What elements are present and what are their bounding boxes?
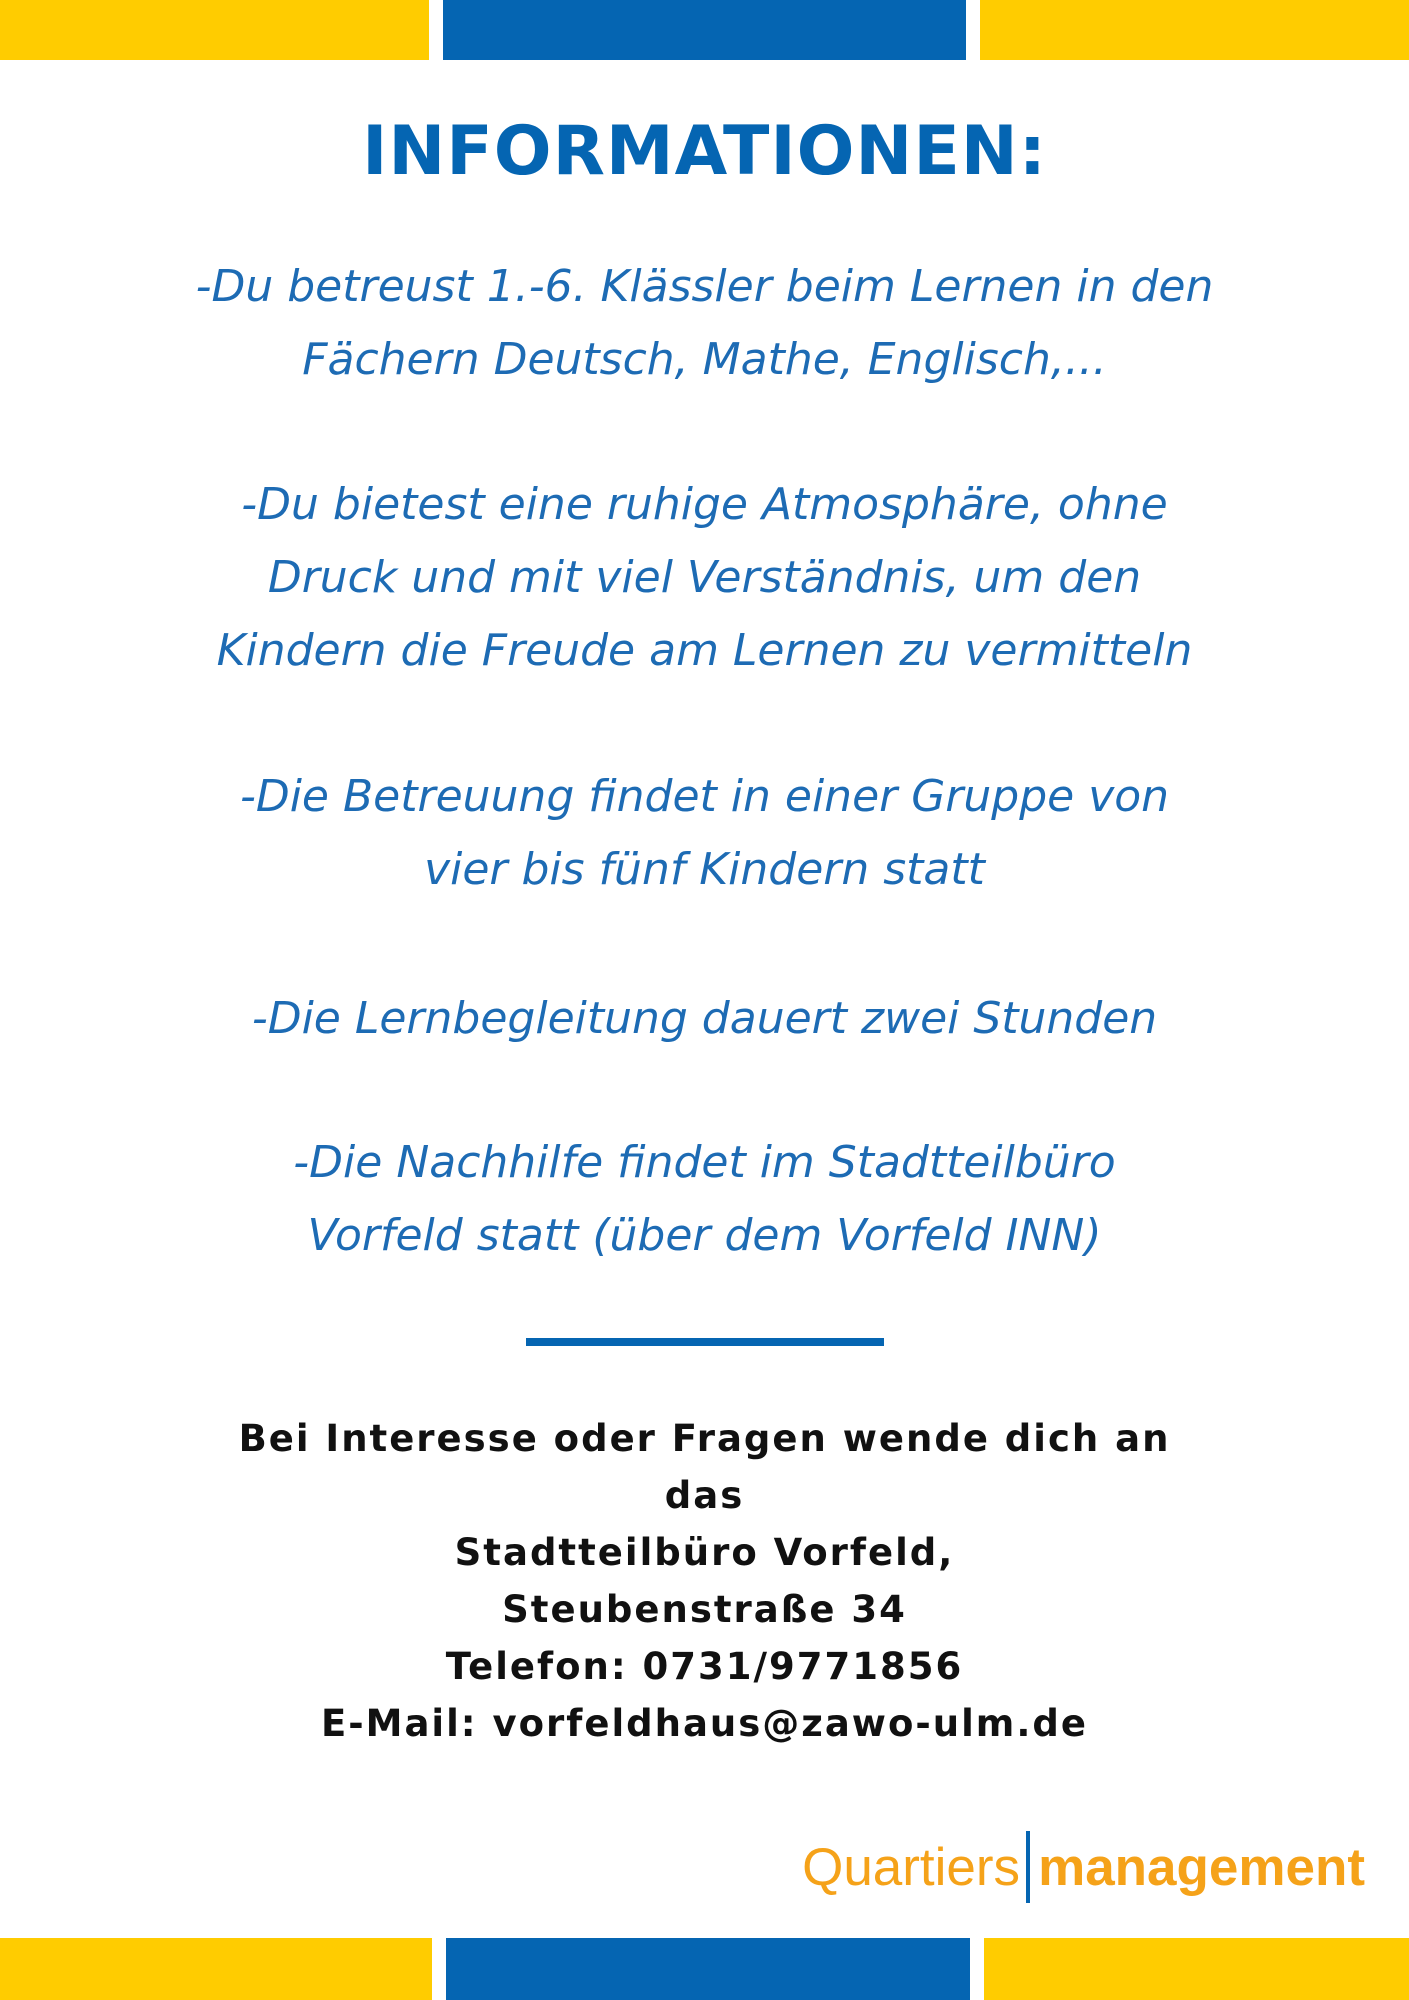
info-item-group-size: -Die Betreuung findet in einer Gruppe von vier bis fünf Kindern statt xyxy=(239,771,1170,895)
contact-intro-continued: das xyxy=(664,1474,745,1517)
contact-section xyxy=(150,1410,1259,1752)
contact-phone: Telefon: 0731/9771856 xyxy=(445,1645,964,1688)
logo-separator xyxy=(1026,1831,1030,1903)
quartiersmanagement-logo xyxy=(802,1832,1365,1902)
contact-address: Steubenstraße 34 xyxy=(502,1588,907,1631)
bottom-left-yellow-bar xyxy=(0,1938,432,2000)
info-item-location: -Die Nachhilfe findet im Stadtteilbüro Vorfeld statt (über dem Vorfeld INN) xyxy=(293,1137,1116,1261)
contact-intro: Bei Interesse oder Fragen wende dich an xyxy=(238,1417,1171,1460)
page-heading: INFORMATIONEN: xyxy=(362,112,1047,191)
logo-text-quartiers: Quartiers xyxy=(802,1837,1021,1897)
top-middle-blue-bar xyxy=(443,0,966,60)
info-item-duration: -Die Lernbegleitung dauert zwei Stunden xyxy=(251,993,1158,1044)
bottom-right-yellow-bar xyxy=(984,1938,1409,2000)
contact-office-name: Stadtteilbüro Vorfeld, xyxy=(454,1531,955,1574)
info-item-tutoring-subjects: -Du betreust 1.-6. Klässler beim Lernen in den Fächern Deutsch, Mathe, Englisch,... xyxy=(195,261,1214,385)
logo-text-management: management xyxy=(1038,1837,1365,1897)
top-right-yellow-bar xyxy=(980,0,1409,60)
section-divider xyxy=(526,1338,884,1346)
contact-email: E-Mail: vorfeldhaus@zawo-ulm.de xyxy=(321,1702,1088,1745)
bottom-middle-blue-bar xyxy=(446,1938,970,2000)
top-left-yellow-bar xyxy=(0,0,429,60)
info-item-atmosphere: -Du bietest eine ruhige Atmosphäre, ohne Druck und mit viel Verständnis, um den Kindern die Freude am Lernen zu vermitteln xyxy=(216,479,1193,676)
